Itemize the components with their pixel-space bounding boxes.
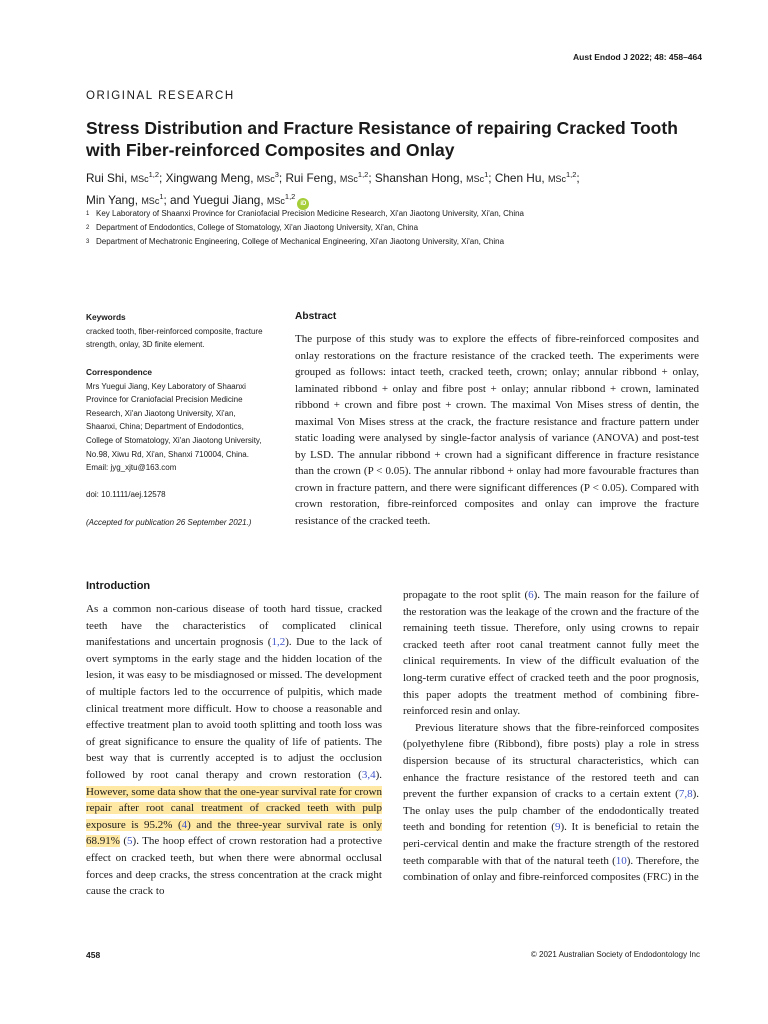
text-run: ). It is beneficial to retain the peri-cervical dentin and make the fracture strength of the restored teeth comparable with that of the natural teeth (	[403, 821, 699, 867]
orcid-icon[interactable]: iD	[297, 198, 309, 210]
keywords-heading: Keywords	[86, 312, 126, 322]
author: Xingwang Meng, MSc$^3$;	[165, 170, 283, 185]
citation-link[interactable]: 7,8	[678, 788, 693, 801]
author-name: Xingwang Meng,	[165, 170, 257, 185]
abstract-heading: Abstract	[295, 311, 337, 322]
affiliation	[86, 235, 686, 249]
text-run: propagate to the root split (	[403, 589, 529, 601]
introduction-heading: Introduction	[86, 580, 151, 592]
affiliation-text: Key Laboratory of Shaanxi Province for Craniofacial Precision Medicine Research, Xi'an Jiaotong University, Xi'an, China	[96, 209, 525, 218]
author: Chen Hu, MSc$^{1,2}$;	[494, 170, 580, 185]
affiliation-text: Department of Endodontics, College of Stomatology, Xi'an Jiaotong University, Xi'an, China	[96, 223, 419, 232]
author-affiliation-marker: 1,2	[357, 170, 369, 179]
author-degree: MSc	[256, 173, 275, 184]
citation-link[interactable]: 1,2	[271, 636, 286, 649]
section-label: ORIGINAL RESEARCH	[86, 90, 235, 102]
doi[interactable]: doi: 10.1111/aej.12578	[86, 490, 166, 499]
author-affiliation-marker: 1	[484, 170, 489, 179]
text-run: ).	[375, 768, 382, 781]
author	[170, 193, 295, 207]
citation-link[interactable]: 9	[554, 821, 561, 834]
author-name: Rui Feng,	[285, 170, 340, 185]
author-degree: MSc	[130, 173, 149, 184]
page-number: 458	[86, 950, 101, 960]
author-degree: MSc	[266, 195, 285, 206]
paragraph	[86, 601, 382, 900]
keywords-text: cracked tooth, fiber-reinforced composite, fracture strength, onlay, 3D finite element.	[86, 326, 263, 350]
text-run: ). The hoop effect of crown restoration had a protective effect on cracked teeth, but when there were abnormal occlusal forces and deep cracks, the stress concentration at the crack might cause the crack to	[86, 835, 382, 898]
text-run: As a common non-carious disease of tooth hard tissue, cracked teeth have the characteristics of complicated clinical manifestations and uncertain prognosis (	[86, 603, 382, 649]
author-name: Min Yang,	[86, 192, 142, 207]
affiliation	[86, 221, 686, 235]
author-degree: MSc	[339, 173, 358, 184]
text-run: (	[119, 835, 128, 848]
text-run: Previous literature shows that the fibre-reinforced composites (polyethylene fibre (Ribbond), fibre posts) play a role in stress dispersion because of its structural characteristics, which can enhance the fracture resistance of the restored teeth and can prevent the further expansion of cracks to a certain extent (	[403, 721, 699, 801]
keywords-block	[86, 311, 266, 352]
text-run: ). Due to the lack of overt symptoms in the early stage and the hidden location of the lesion, it was easy to be misdiagnosed or missed. The development of multiple factors led to the occurrence of pulpitis, which made clinical treatment more difficult. How to choose a reasonable and effective treatment plan to avoid tooth splitting and tooth loss was of great significance to ensure the quality of life of patients. The best way that is currently accepted is to adjust the occlusion followed by root canal therapy and crown restoration (	[86, 636, 383, 781]
author-degree: MSc	[547, 173, 566, 184]
text-column-right	[403, 587, 699, 886]
citation-link[interactable]: 5	[127, 835, 133, 848]
paragraph	[403, 720, 699, 886]
highlighted-text: However, some data show that the one-year survival rate for crown repair after root canal treatment of cracked teeth with pulp exposure is 95.2% (	[86, 785, 382, 831]
author-degree: MSc	[141, 195, 160, 206]
affiliations	[86, 207, 686, 249]
author-degree: MSc	[466, 173, 485, 184]
text-run: ). The main reason for the failure of the restoration was the leakage of the crown and the fracture of the remaining teeth tissue. Therefore, only using crowns to repair cracked teeth after root canal treatment cannot fully meet the clinical requirements. In view of the difficult evaluation of the long-term curative effect of cracked teeth and the poor prognosis, this paper adopts the treatment method of combining fibre-reinforced resin and onlay.	[403, 589, 699, 718]
author-name: and Yuegui Jiang,	[170, 192, 267, 207]
correspondence-heading: Correspondence	[86, 367, 152, 377]
author-list	[86, 166, 706, 210]
affiliation-number: 2	[86, 225, 90, 231]
citation-link[interactable]: 3,4	[361, 768, 376, 781]
affiliation-text: Department of Mechatronic Engineering, College of Mechanical Engineering, Xi'an Jiaotong University, Xi'an, China	[96, 237, 505, 246]
abstract-text: The purpose of this study was to explore the effects of fibre-reinforced composites and onlay restorations on the fracture resistance of the cracked teeth. The experiments were grouped as follows: intact teeth, cracked teeth, crown; onlay; annular ribbond + onlay, laminated ribbond + onlay and fibre post + onlay; annular ribbond + crown, laminated ribbond + crown and fibre post + crown. The maximal Von Mises stress of dentin, the maximal Von Mises stress at the crack, the fracture resistance and fracture pattern under static loading were analysed by single-factor analysis of variance (ANOVA) and post-test by LSD. The annular ribbond + crown had a significant difference in fracture resistance than the crown (P < 0.05). The annular ribbond + onlay had more favourable fractures than crown in fracture pattern, and there were significant differences (P < 0.05). Compared with crown restoration, fibre-reinforced composites and onlay can improve the fracture resistance of the cracked teeth.	[295, 333, 699, 527]
text-run: ). The onlay uses the pulp chamber of the endodontically treated teeth and bonding for retention (	[403, 788, 699, 834]
citation-link[interactable]: 10	[615, 854, 627, 867]
author: Shanshan Hong, MSc$^1$;	[374, 170, 492, 185]
author-name: Shanshan Hong,	[374, 170, 467, 185]
author-name: Chen Hu,	[494, 170, 548, 185]
paragraph	[403, 587, 699, 720]
author-affiliation-marker: 1,2	[284, 191, 296, 201]
author-name: Rui Shi,	[86, 170, 131, 185]
text-column-left	[86, 601, 382, 900]
author-affiliation-marker: 1	[159, 191, 164, 201]
copyright: © 2021 Australian Society of Endodontology Inc	[530, 950, 700, 959]
author-affiliation-marker: 1,2	[148, 170, 160, 179]
text-run: ). Therefore, the combination of onlay and fibre-reinforced composites (FRC) in the	[403, 854, 699, 884]
correspondence-text: Mrs Yuegui Jiang, Key Laboratory of Shaanxi Province for Craniofacial Precision Medicine Research, Xi'an Jiaotong University, Xi'an, Shaanxi, China; Department of Endodontics, College of Stomatology, Xi'an Jiaotong University, No.98, Xiwu Rd, Xi'an, Shanxi 710004, China. Email: jyg_xjtu@163.com	[86, 381, 262, 473]
affiliation	[86, 207, 686, 221]
author: Rui Shi, MSc$^{1,2}$;	[86, 170, 163, 185]
highlighted-text: ) and the three-year survival rate is only 68.91%	[86, 818, 382, 848]
author: Rui Feng, MSc$^{1,2}$;	[285, 170, 372, 185]
citation-link[interactable]: 6	[528, 589, 534, 601]
author-affiliation-marker: 3	[274, 170, 279, 179]
journal-reference: Aust Endod J 2022; 48: 458–464	[573, 52, 702, 62]
affiliation-number: 1	[86, 211, 90, 217]
accepted-date: (Accepted for publication 26 September 2021.)	[86, 518, 252, 527]
affiliation-number: 3	[86, 239, 90, 245]
author-affiliation-marker: 1,2	[565, 170, 577, 179]
citation-link[interactable]: 4	[181, 818, 188, 831]
correspondence-block	[86, 366, 266, 475]
author: Min Yang, MSc$^1$;	[86, 191, 167, 207]
article-title: Stress Distribution and Fracture Resistance of repairing Cracked Tooth with Fiber-reinforced Composites and Onlay	[86, 118, 678, 160]
